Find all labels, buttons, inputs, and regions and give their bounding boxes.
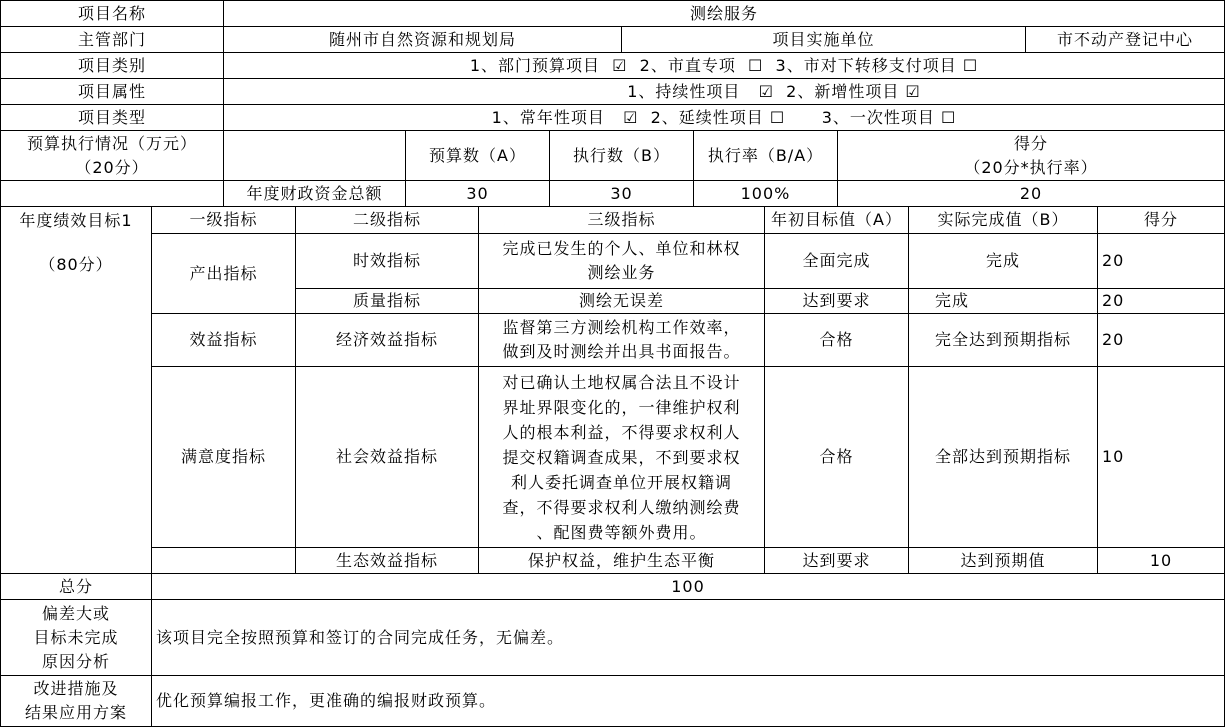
deviation-label-line2: 目标未完成	[33, 627, 119, 647]
budget-section-label-line2: （20分）	[75, 157, 149, 177]
actual-cell: 完成	[908, 233, 1098, 289]
group-blank	[151, 547, 296, 574]
level3-cell: 监督第三方测绘机构工作效率， 做到及时测绘并出具书面报告。	[478, 313, 765, 367]
target-cell: 合格	[764, 366, 909, 548]
improvement-label-line2: 结果应用方案	[24, 703, 127, 722]
group-satisfaction: 满意度指标	[151, 366, 296, 548]
improvement-label-line1: 改进措施及	[33, 679, 119, 698]
target-cell: 合格	[764, 313, 909, 367]
budget-value: 30	[405, 180, 550, 207]
deviation-label-line1: 偏差大或	[41, 603, 110, 623]
goal-points: （80分）	[39, 255, 113, 274]
exec-value: 30	[549, 180, 694, 207]
category-label: 项目类别	[0, 52, 224, 79]
category-value: 1、部门预算项目 ☑ 2、市直专项 ☐ 3、市对下转移支付项目 ☐	[223, 52, 1225, 79]
rate-value: 100%	[693, 180, 838, 207]
header-score: 得分	[1097, 206, 1225, 234]
budget-blank-cell	[223, 130, 406, 181]
deviation-label-line3: 原因分析	[41, 651, 110, 671]
header-target: 年初目标值（A）	[764, 206, 909, 234]
budget-col-score	[837, 130, 1225, 181]
budget-row-label: 年度财政资金总额	[223, 180, 406, 207]
project-name-value: 测绘服务	[223, 0, 1225, 27]
budget-section-label	[0, 130, 224, 181]
level2-cell: 时效指标	[295, 233, 479, 289]
actual-cell: 达到预期值	[908, 547, 1098, 574]
actual-cell: 全部达到预期指标	[908, 366, 1098, 548]
header-level3: 三级指标	[478, 206, 765, 234]
impl-unit-label: 项目实施单位	[621, 26, 1026, 53]
score-cell: 20	[1097, 288, 1225, 314]
level3-cell: 保护权益，维护生态平衡	[478, 547, 765, 574]
score-cell: 10	[1097, 366, 1225, 548]
attribute-label: 项目属性	[0, 78, 224, 105]
target-cell: 达到要求	[764, 288, 909, 314]
type-label: 项目类型	[0, 104, 224, 131]
type-value: 1、常年性项目 ☑ 2、延续性项目 ☐ 3、一次性项目 ☐	[223, 104, 1225, 131]
level2-cell: 质量指标	[295, 288, 479, 314]
level3-cell: 完成已发生的个人、单位和林权 测绘业务	[478, 233, 765, 289]
budget-section-label-line1: 预算执行情况（万元）	[26, 133, 197, 153]
impl-unit-value: 市不动产登记中心	[1025, 26, 1225, 53]
budget-score-value: 20	[837, 180, 1225, 207]
total-value: 100	[151, 573, 1225, 600]
budget-col-rate: 执行率（B/A）	[693, 130, 838, 181]
level2-cell: 社会效益指标	[295, 366, 479, 548]
group-benefit: 效益指标	[151, 313, 296, 367]
score-cell: 20	[1097, 233, 1225, 289]
level2-cell: 经济效益指标	[295, 313, 479, 367]
budget-col-score-line2: （20分*执行率）	[964, 157, 1098, 177]
header-level1: 一级指标	[151, 206, 296, 234]
total-label: 总分	[0, 573, 152, 600]
level3-cell: 测绘无误差	[478, 288, 765, 314]
group-output: 产出指标	[151, 233, 296, 314]
deviation-text: 该项目完全按照预算和签订的合同完成任务，无偏差。	[151, 599, 1225, 676]
actual-cell: 完成	[908, 288, 1098, 314]
score-cell: 10	[1097, 547, 1225, 574]
header-actual: 实际完成值（B）	[908, 206, 1098, 234]
level3-cell: 对已确认土地权属合法且不设计 界址界限变化的，一律维护权利 人的根本利益，不得要求权利人 提交权籍调查成果，不到要求权 利人委托调查单位开展权籍调 查，不得要求权利人缴纳测绘费 、配图费等额外费用。	[478, 366, 765, 548]
budget-col-exec: 执行数（B）	[549, 130, 694, 181]
header-level2: 二级指标	[295, 206, 479, 234]
level2-cell: 生态效益指标	[295, 547, 479, 574]
dept-label: 主管部门	[0, 26, 224, 53]
dept-value: 随州市自然资源和规划局	[223, 26, 622, 53]
improvement-label	[0, 675, 152, 727]
goal-cell	[0, 206, 152, 574]
actual-cell: 完全达到预期指标	[908, 313, 1098, 367]
target-cell: 全面完成	[764, 233, 909, 289]
score-cell: 20	[1097, 313, 1225, 367]
budget-col-budget: 预算数（A）	[405, 130, 550, 181]
project-name-label: 项目名称	[0, 0, 224, 27]
budget-row-left-blank	[0, 180, 224, 207]
budget-col-score-line1: 得分	[1013, 133, 1048, 153]
improvement-text: 优化预算编报工作，更准确的编报财政预算。	[151, 675, 1225, 727]
attribute-value: 1、持续性项目 ☑ 2、新增性项目 ☑	[223, 78, 1225, 105]
goal-label: 年度绩效目标1	[19, 211, 133, 230]
deviation-label	[0, 599, 152, 676]
target-cell: 达到要求	[764, 547, 909, 574]
